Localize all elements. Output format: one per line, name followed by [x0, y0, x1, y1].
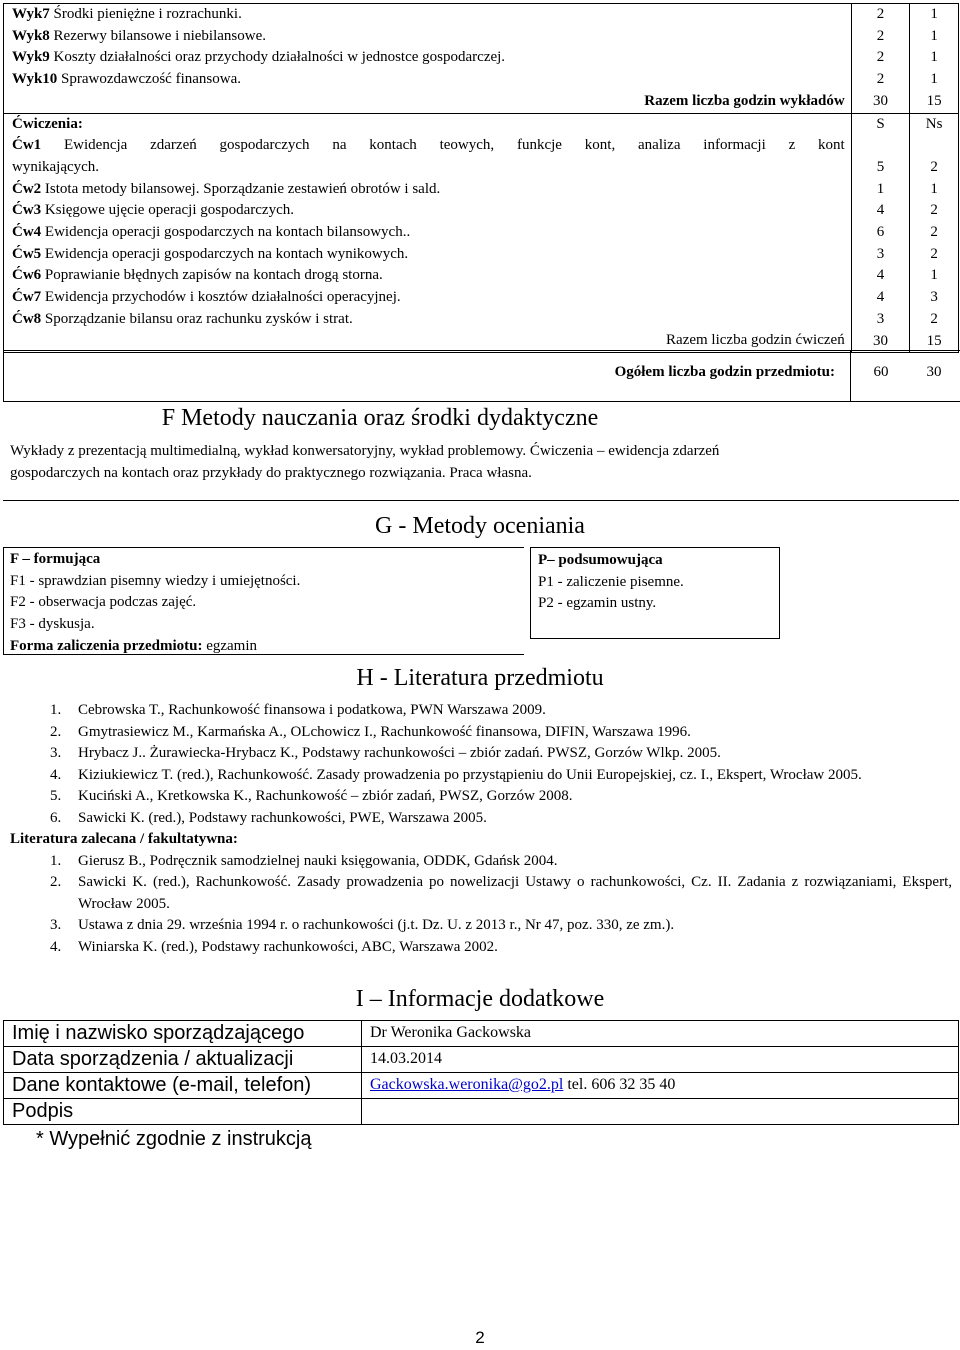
list-item: 4. Winiarska K. (red.), Podstawy rachunkowości, ABC, Warszawa 2002.	[50, 938, 498, 955]
divider	[3, 500, 959, 501]
page-number: 2	[475, 1328, 485, 1347]
grand-total-s: 60	[873, 364, 889, 380]
lectures-ns-cell: 1 1 1 1 15	[910, 4, 959, 114]
exercises-ns-cell: Ns 2 1 2 2 2 1 3 2 15	[910, 113, 959, 353]
hours-table	[3, 3, 959, 353]
table-row: Imię i nazwisko sporządzającego Dr Weronika Gackowska	[4, 1021, 959, 1047]
footnote: * Wypełnić zgodnie z instrukcją	[36, 1128, 312, 1150]
lectures-total-ns: 15	[926, 92, 942, 109]
list-item: 2. Sawicki K. (red.), Rachunkowość. Zasady prowadzenia po nowelizacji Ustawy o rachunkowości, Cz. II. Zadania z rozwiązaniami, Ekspert, Wrocław 2005.	[50, 874, 952, 912]
info-table	[3, 1020, 959, 1125]
lecture-row: Wyk10 Sprawozdawczość finansowa.	[12, 71, 241, 88]
exercise-row: Ćw2 Istota metody bilansowej. Sporządzanie zestawień obrotów i sald.	[12, 180, 441, 197]
exercise-row: Ćw5 Ewidencja operacji gospodarczych na kontach wynikowych.	[12, 245, 409, 262]
exercise-row: Ćw6 Poprawianie błędnych zapisów na kontach drogą storna.	[12, 267, 383, 284]
exercises-total-label: Razem liczba godzin ćwiczeń	[666, 332, 845, 349]
exercises-desc-cell: Ćwiczenia: Ćw1 Ewidencja zdarzeń gospodarczych na kontach teowych, funkcje kont, analiza informacji z kont wynikających. Ćw2 Istota metody bilansowej. Sporządzanie zestawień obrotów i sald. Ćw3 Księgowe ujęcie operacji gospodarczych. Ćw4 Ewidencja operacji gospodarczych na kontach bilansowych.. Ćw5 Ewidencja operacji gospodarczych na kontach wynikowych. Ćw6 Poprawianie błędnych zapisów na kontach drogą storna. Ćw7 Ewidencja przychodów i kosztów działalności operacyjnej. Ćw8 Sporządzanie bilansu oraz rachunku zysków i strat. Razem liczba godzin ćwiczeń	[4, 113, 852, 353]
list-item: 3. Ustawa z dnia 29. września 1994 r. o rachunkowości (j.t. Dz. U. z 2013 r., Nr 47, poz. 330, ze zm.).	[50, 917, 675, 933]
section-i-title: I – Informacje dodatkowe	[355, 986, 605, 1012]
exercise-row: Ćw7 Ewidencja przychodów i kosztów działalności operacyjnej.	[12, 289, 401, 306]
lecture-row: Wyk7 Środki pieniężne i rozrachunki.	[12, 6, 242, 22]
exercise-row: Ćw1 Ewidencja zdarzeń gospodarczych na kontach teowych, funkcje kont, analiza informacji z kont	[12, 137, 845, 154]
table-row: Data sporządzenia / aktualizacji 14.03.2014	[4, 1047, 959, 1073]
lectures-total-label: Razem liczba godzin wykładów	[644, 92, 845, 109]
section-f-title: F Metody nauczania oraz środki dydaktyczne	[161, 405, 599, 431]
recommended-title: Literatura zalecana / fakultatywna:	[10, 831, 238, 847]
lecture-row: Wyk8 Rezerwy bilansowe i niebilansowe.	[12, 27, 266, 44]
exercise-row: Ćw3 Księgowe ujęcie operacji gospodarczych.	[12, 202, 294, 219]
list-item: 3. Hrybacz J.. Żurawiecka-Hrybacz K., Podstawy rachunkowości – zbiór zadań. PWSZ, Gorzów Wlkp. 2005.	[50, 745, 721, 761]
list-item: 2. Gmytrasiewicz M., Karmańska A., OLchowicz I., Rachunkowość finansowa, DIFIN, Warszawa 1996.	[50, 723, 691, 740]
lectures-total-s: 30	[872, 92, 888, 109]
formative-assessment: F – formująca F1 - sprawdzian pisemny wiedzy i umiejętności. F2 - obserwacja podczas zajęć. F3 - dyskusja. Forma zaliczenia przedmiotu: egzamin	[10, 551, 301, 654]
table-row: Dane kontaktowe (e-mail, telefon) Gackowska.weronika@go2.pl tel. 606 32 35 40	[4, 1073, 959, 1099]
table-row: Podpis	[4, 1099, 959, 1125]
exercises-s-cell: S 5 1 4 6 3 4 4 3 30	[851, 113, 910, 353]
grand-total-ns: 30	[926, 364, 942, 380]
section-g-title: G - Metody oceniania	[375, 513, 585, 539]
section-h-title: H - Literatura przedmiotu	[356, 665, 604, 691]
lectures-s-cell: 2 2 2 2 30	[851, 4, 910, 114]
summative-assessment: P– podsumowująca P1 - zaliczenie pisemne. P2 - egzamin ustny.	[530, 547, 780, 639]
list-item: 1. Gierusz B., Podręcznik samodzielnej nauki księgowania, ODDK, Gdańsk 2004.	[50, 852, 558, 869]
email-link[interactable]: Gackowska.weronika@go2.pl	[370, 1076, 564, 1093]
list-item: 4. Kiziukiewicz T. (red.), Rachunkowość. Zasady prowadzenia po przystąpieniu do Unii Europejskiej, cz. I., Ekspert, Wrocław 2005.	[50, 766, 862, 783]
grand-total-label: Ogółem liczba godzin przedmiotu:	[614, 364, 835, 380]
list-item: 5. Kuciński A., Kretkowska K., Rachunkowość – zbiór zadań, PWSZ, Gorzów 2008.	[50, 788, 573, 804]
lectures-desc-cell	[4, 4, 852, 114]
exercise-row: Ćw4 Ewidencja operacji gospodarczych na kontach bilansowych..	[12, 223, 411, 240]
grand-total-box	[3, 350, 960, 402]
exercises-header: Ćwiczenia:	[12, 115, 83, 132]
teaching-methods-text: Wykłady z prezentacją multimedialną, wykład konwersatoryjny, wykład problemowy. Ćwiczenia – ewidencja zdarzeń gospodarczych na kontach oraz przykłady do praktycznego rozwiązania. Praca własna.	[10, 443, 720, 481]
exercise-row: Ćw8 Sporządzanie bilansu oraz rachunku zysków i strat.	[12, 310, 353, 327]
list-item: 1. Cebrowska T., Rachunkowość finansowa i podatkowa, PWN Warszawa 2009.	[50, 702, 546, 718]
lecture-row: Wyk9 Koszty działalności oraz przychody działalności w jednostce gospodarczej.	[12, 49, 506, 66]
list-item: 6. Sawicki K. (red.), Podstawy rachunkowości, PWE, Warszawa 2005.	[50, 809, 487, 826]
literature-list	[10, 700, 952, 958]
